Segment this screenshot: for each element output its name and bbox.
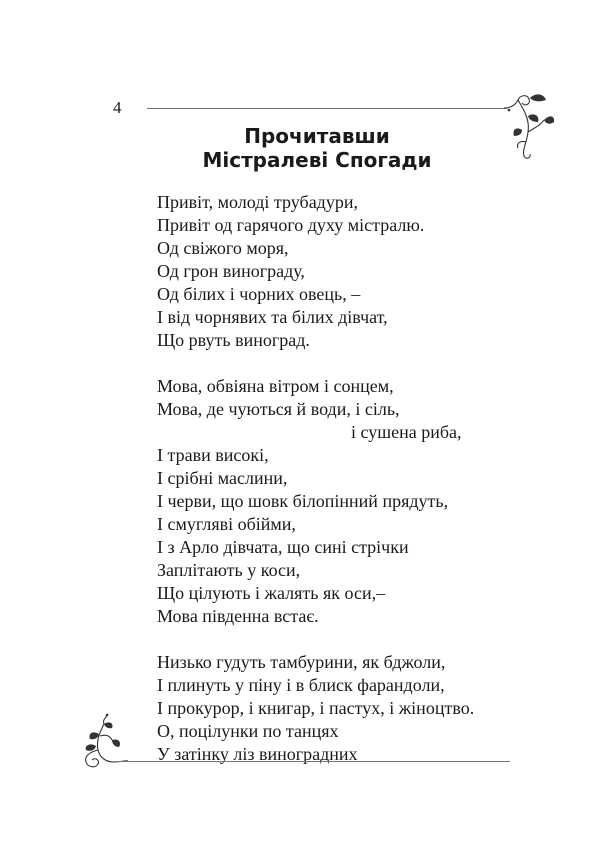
poem-title-line-1: Прочитавши [244,124,390,148]
poem-line: Мова, де чуються й води, і сіль, [157,399,400,419]
poem-line: І прокурор, і книгар, і пастух, і жіноцтво. [157,698,475,718]
poem-line: І черви, що шовк білопінний прядуть, [157,491,449,511]
poem-line: Що цілують і жалять як оси,– [157,583,386,603]
poem-line: Заплітають у коси, [157,560,301,580]
poem-line: І плинуть у піну і в блиск фарандоли, [157,675,445,695]
poem-body [157,191,507,766]
poem-title-line-2: Містралеві Спогади [202,148,432,172]
top-rule [147,108,507,109]
stanza-gap [157,352,507,375]
bottom-rule [118,761,510,762]
poem-title [130,124,504,172]
poem-line: Привіт, молоді трубадури, [157,192,358,212]
poem-line: І з Арло дівчата, що сині стрічки [157,537,409,557]
vine-ornament-icon [78,712,130,774]
poem-line: І срібні маслини, [157,468,288,488]
stanza-gap [157,628,507,651]
poem-line: О, поцілунки по танцях [157,721,339,741]
poem-line: І трави високі, [157,445,269,465]
poem-line: У затінку ліз виноградних [157,744,358,764]
poem-line: Од свіжого моря, [157,238,289,258]
poem-line: Од білих і чорних овець, – [157,284,361,304]
page-number: 4 [113,98,122,117]
poem-line: Привіт од гарячого духу містралю. [157,215,425,235]
poem-line: І від чорнявих та білих дівчат, [157,307,388,327]
poem-line: І смуглявi обiйми, [157,514,296,534]
poem-line: Од грон винограду, [157,261,305,281]
poem-line: Що рвуть виноград. [157,330,310,350]
poem-line: Мова південна встає. [157,606,319,626]
poem-line: Мова, обвіяна вітром і сонцем, [157,376,394,396]
vine-ornament-icon [500,90,556,162]
poem-line: Низько гудуть тамбурини, як бджоли, [157,652,446,672]
poem-line: і сушена риба, [351,422,462,442]
